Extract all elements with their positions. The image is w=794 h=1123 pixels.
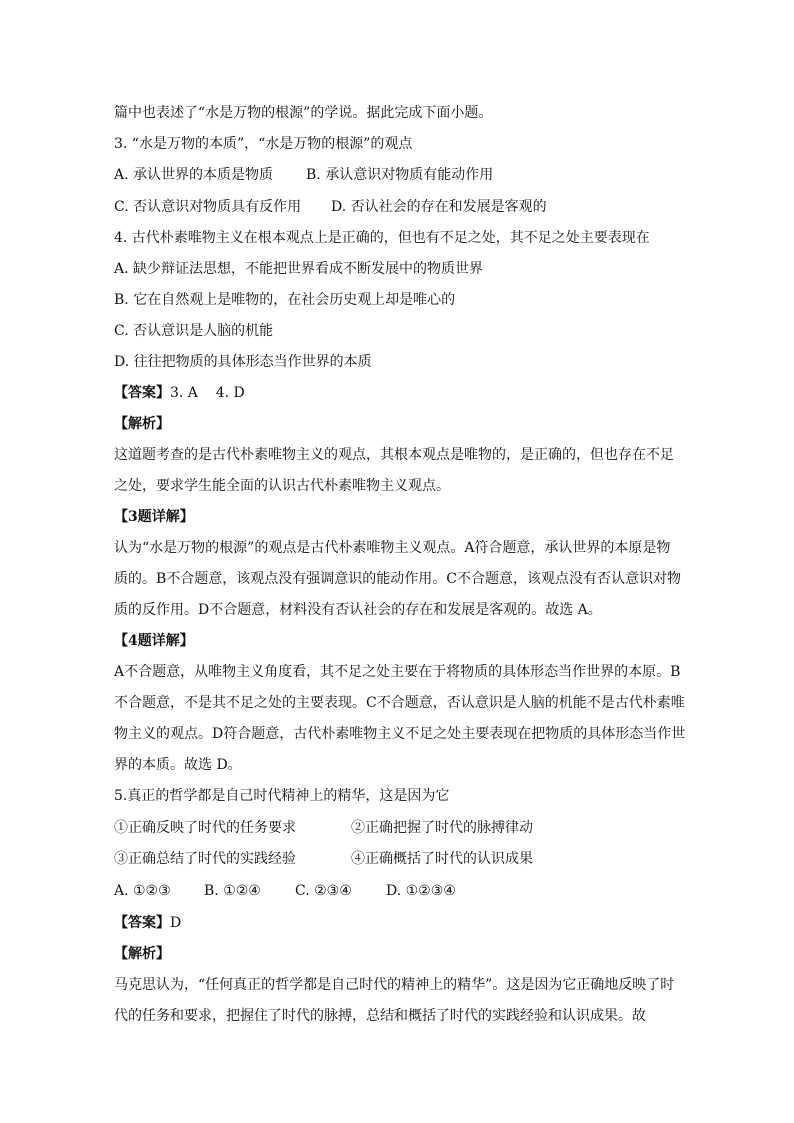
analysis-label: 【解析】 [114,946,170,962]
option-a: A. 承认世界的本质是物质 [114,167,274,183]
option-b: B. 承认意识对物质有能动作用 [306,167,494,183]
question-4-option-d: D. 往往把物质的具体形态当作世界的本质 [114,354,372,370]
question-4-detail-line-1: A不合题意，从唯物主义角度看，其不足之处主要在于将物质的具体形态当作世界的本原。B [114,664,681,680]
option-d: D. ①②③④ [386,883,456,899]
question-5-stem: 5.真正的哲学都是自己时代精神上的精华，这是因为它 [114,788,450,804]
intro-line: 篇中也表述了“水是万物的根源”的学说。据此完成下面小题。 [114,105,493,121]
question-4-option-c: C. 否认意识是人脑的机能 [114,323,274,339]
option-c: C. ②③④ [295,883,352,899]
statement-2: ②正确把握了时代的脉搏律动 [351,820,533,836]
statement-3: ③正确总结了时代的实践经验 [114,851,296,867]
analysis-label: 【解析】 [114,416,170,432]
question-4-option-a: A. 缺少辩证法思想，不能把世界看成不断发展中的物质世界 [114,261,484,277]
question-3-detail-line-1: 认为“水是万物的根源”的观点是古代朴素唯物主义观点。A符合题意，承认世界的本原是物 [114,540,671,556]
answer-line-1 [114,383,245,403]
answer-label: 【答案】 [114,915,170,931]
analysis-text-line-2: 代的任务和要求，把握住了时代的脉搏，总结和概括了时代的实践经验和认识成果。故 [114,1008,646,1024]
answer-line-2 [114,913,181,933]
question-3-detail-label: 【3题详解】 [114,509,194,525]
question-4-detail-line-2: 不合题意，不是其不足之处的主要表现。C不合题意，否认意识是人脑的机能不是古代朴素唯 [114,695,685,711]
option-c: C. 否认意识对物质具有反作用 [114,199,302,215]
question-3-stem: 3. “水是万物的本质”，“水是万物的根源”的观点 [114,136,413,152]
question-4-detail-label: 【4题详解】 [114,633,194,649]
question-4-detail-line-4: 界的本质。故选 D。 [114,757,242,773]
answer-text: 3. A 4. D [170,385,245,401]
option-b: B. ①②④ [204,883,261,899]
analysis-text-line-2: 之处，要求学生能全面的认识古代朴素唯物主义观点。 [114,478,450,494]
analysis-text-line-1: 这道题考查的是古代朴素唯物主义的观点，其根本观点是唯物的，是正确的，但也存在不足 [114,447,674,463]
statement-1: ①正确反映了时代的任务要求 [114,820,296,836]
question-4-stem: 4. 古代朴素唯物主义在根本观点上是正确的，但也有不足之处，其不足之处主要表现在 [114,230,650,246]
question-3-detail-line-2: 质的。B不合题意，该观点没有强调意识的能动作用。C不合题意，该观点没有否认意识对物 [114,571,681,587]
question-4-option-b: B. 它在自然观上是唯物的，在社会历史观上却是唯心的 [114,292,456,308]
statement-4: ④正确概括了时代的认识成果 [351,851,533,867]
option-a: A. ①②③ [114,883,171,899]
analysis-text-line-1: 马克思认为，“任何真正的哲学都是自己时代的精神上的精华”。这是因为它正确地反映了时 [114,977,675,993]
answer-label: 【答案】 [114,385,170,401]
answer-text: D [170,915,182,931]
question-4-detail-line-3: 物主义的观点。D符合题意，古代朴素唯物主义不足之处主要表现在把物质的具体形态当作世 [114,726,686,742]
option-d: D. 否认社会的存在和发展是客观的 [331,199,547,215]
question-3-detail-line-3: 质的反作用。D不合题意，材料没有否认社会的存在和发展是客观的。故选 A。 [114,602,602,618]
